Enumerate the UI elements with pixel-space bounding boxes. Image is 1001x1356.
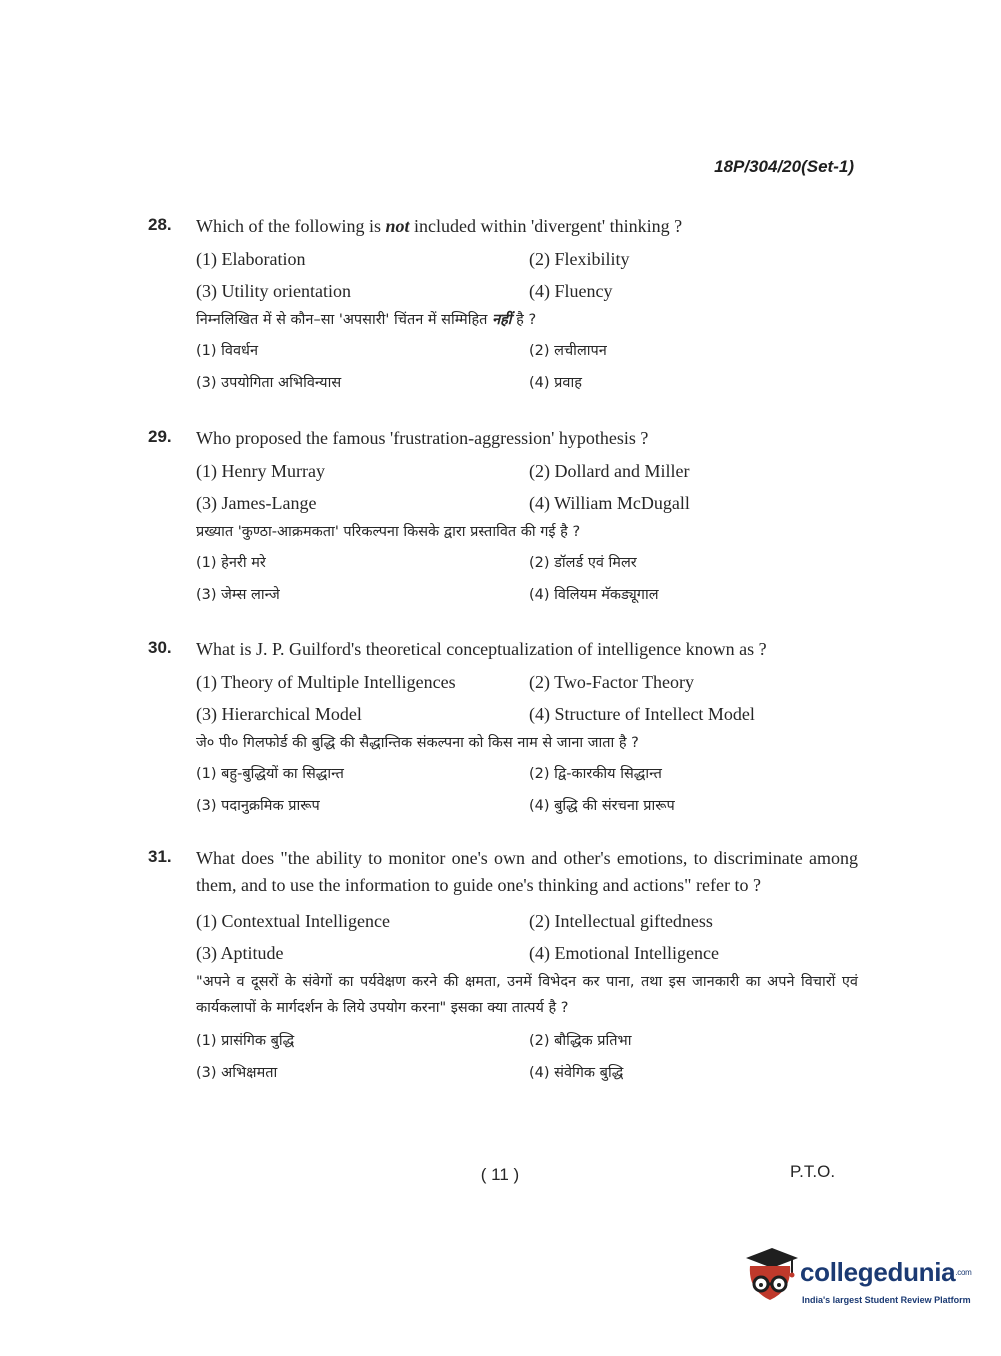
question-29 — [148, 425, 858, 611]
question-text-hindi: निम्नलिखित में से कौन–सा 'अपसारी' चिंतन में सम्मिहित नहीं है ? — [196, 312, 537, 328]
option-1-hindi: (1) विवर्धन — [196, 343, 258, 359]
option-1-hindi: (1) हेनरी मरे — [196, 555, 266, 571]
option-2: (2) Intellectual giftedness — [529, 911, 713, 931]
question-text: What is J. P. Guilford's theoretical conceptualization of intelligence known as ? — [196, 639, 767, 659]
option-3: (3) Hierarchical Model — [196, 704, 362, 724]
option-1-hindi: (1) बहु-बुद्धियों का सिद्धान्त — [196, 766, 344, 782]
option-2: (2) Flexibility — [529, 249, 630, 269]
question-28 — [148, 213, 858, 399]
option-4-hindi: (4) संवेगिक बुद्धि — [529, 1065, 624, 1081]
option-4: (4) Emotional Intelligence — [529, 943, 719, 963]
question-number: 28. — [148, 215, 172, 234]
option-4-hindi: (4) प्रवाह — [529, 375, 582, 391]
option-2-hindi: (2) लचीलापन — [529, 343, 607, 359]
mascot-icon — [742, 1246, 798, 1308]
option-1: (1) Henry Murray — [196, 461, 325, 481]
option-3-hindi: (3) उपयोगिता अभिविन्यास — [196, 375, 342, 391]
logo-tagline: India's largest Student Review Platform — [802, 1295, 971, 1305]
option-1: (1) Elaboration — [196, 249, 306, 269]
option-2-hindi: (2) डॉलर्ड एवं मिलर — [529, 555, 637, 571]
question-text-hindi: "अपने व दूसरों के संवेगों का पर्यवेक्षण करने की क्षमता, उनमें विभेदन कर पाना, तथा इस जानकारी का अपने विचारों एवं कार्यकलापों के मार्गदर्शन के लिये उपयोग करना" इसका क्या तात्पर्य है ? — [196, 974, 858, 1016]
option-4: (4) Structure of Intellect Model — [529, 704, 755, 724]
paper-code: 18P/304/20(Set-1) — [714, 157, 854, 176]
page-number: ( 11 ) — [480, 1165, 520, 1184]
option-4: (4) Fluency — [529, 281, 613, 301]
question-31 — [148, 845, 858, 1089]
option-4-hindi: (4) विलियम मॅकड्यूगाल — [529, 587, 659, 603]
option-3-hindi: (3) पदानुक्रमिक प्रारूप — [196, 798, 320, 814]
pto-label: P.T.O. — [790, 1162, 836, 1181]
option-3: (3) Aptitude — [196, 943, 284, 963]
question-text: What does "the ability to monitor one's own and other's emotions, to discriminate among them, and to use the information to guide one's thinking and actions" refer to ? — [196, 848, 858, 895]
question-text: Who proposed the famous 'frustration-aggression' hypothesis ? — [196, 428, 649, 448]
option-1: (1) Contextual Intelligence — [196, 911, 390, 931]
option-2: (2) Two-Factor Theory — [529, 672, 695, 692]
question-number: 30. — [148, 638, 172, 657]
option-2-hindi: (2) द्वि-कारकीय सिद्धान्त — [529, 766, 662, 782]
question-text-hindi: प्रख्यात 'कुण्ठा-आक्रमकता' परिकल्पना किसके द्वारा प्रस्तावित की गई है ? — [196, 524, 581, 540]
question-number: 31. — [148, 847, 172, 866]
option-2-hindi: (2) बौद्धिक प्रतिभा — [529, 1033, 632, 1049]
option-1-hindi: (1) प्रासंगिक बुद्धि — [196, 1033, 295, 1049]
option-3-hindi: (3) अभिक्षमता — [196, 1065, 278, 1081]
option-3: (3) James-Lange — [196, 493, 317, 513]
option-3: (3) Utility orientation — [196, 281, 351, 301]
collegedunia-logo — [742, 1246, 972, 1318]
option-4-hindi: (4) बुद्धि की संरचना प्रारूप — [529, 798, 675, 814]
question-text-hindi: जे० पी० गिलफोर्ड की बुद्धि की सैद्धान्तिक संकल्पना को किस नाम से जाना जाता है ? — [196, 735, 639, 751]
option-4: (4) William McDugall — [529, 493, 690, 513]
emphasis-not: not — [385, 216, 410, 236]
option-3-hindi: (3) जेम्स लान्जे — [196, 587, 280, 603]
option-1: (1) Theory of Multiple Intelligences — [196, 672, 456, 692]
question-number: 29. — [148, 427, 172, 446]
option-2: (2) Dollard and Miller — [529, 461, 690, 481]
logo-wordmark: collegedunia$^{.com}$ — [800, 1257, 972, 1287]
question-30 — [148, 636, 858, 822]
question-text: Which of the following is not included within 'divergent' thinking ? — [196, 216, 683, 236]
